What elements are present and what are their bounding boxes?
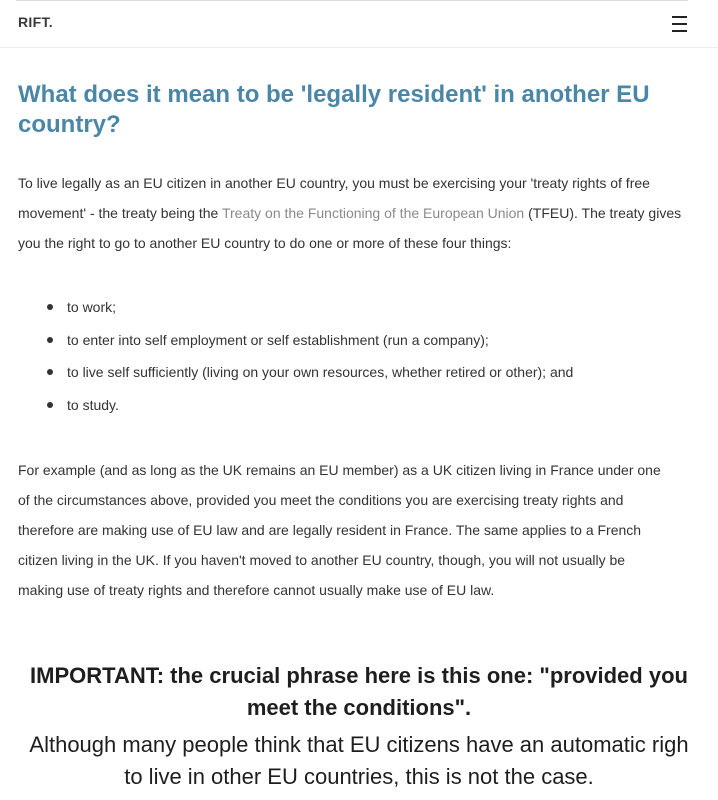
important-line: IMPORTANT: the crucial phrase here is this one: "provided you [30, 663, 688, 688]
list-item: to work; [18, 291, 690, 324]
list-item: to study. [18, 389, 690, 422]
hamburger-menu-icon[interactable] [672, 14, 688, 34]
bullet-icon [47, 304, 53, 310]
note-line: to live in other EU countries, this is not the case. [124, 764, 594, 789]
example-line: of the circumstances above, provided you meet the conditions you are exercising treaty rights and [18, 492, 624, 508]
note-callout [0, 729, 718, 793]
list-item: to live self sufficiently (living on your own resources, whether retired or other); and [18, 356, 690, 389]
bullet-icon [47, 402, 53, 408]
example-line: For example (and as long as the UK remains an EU member) as a UK citizen living in France under one [18, 462, 661, 478]
intro-paragraph [18, 168, 690, 258]
important-callout [0, 660, 718, 724]
example-line: therefore are making use of EU law and are legally resident in France. The same applies to a French [18, 522, 642, 538]
bullet-icon [47, 337, 53, 343]
bullet-icon [47, 369, 53, 375]
article-heading-wrap [18, 80, 690, 140]
example-line: making use of treaty rights and therefore cannot usually make use of EU law. [18, 582, 495, 598]
site-logo[interactable]: RIFT. [18, 14, 53, 30]
treaty-rights-list [18, 291, 690, 421]
list-item: to enter into self employment or self establishment (run a company); [18, 324, 690, 357]
note-line: Although many people think that EU citizens have an automatic righ [29, 732, 689, 757]
intro-text-before: To live legally as an EU citizen in another EU country, you must be exercising your 'treaty rights of free movement' - the treaty being the [18, 175, 650, 221]
example-line: citizen living in the UK. If you haven't moved to another EU country, though, you will not usually be [18, 552, 626, 568]
important-line: meet the conditions". [246, 695, 472, 720]
intro-text-after: (TFEU). The treaty gives you the right to go to another EU country to do one or more of these four things: [18, 205, 682, 251]
page-title: What does it mean to be 'legally resident' in another EU country? [18, 81, 650, 138]
tfeu-link[interactable]: Treaty on the Functioning of the European Union [221, 205, 525, 221]
site-header [0, 0, 718, 48]
example-paragraph [18, 455, 708, 605]
